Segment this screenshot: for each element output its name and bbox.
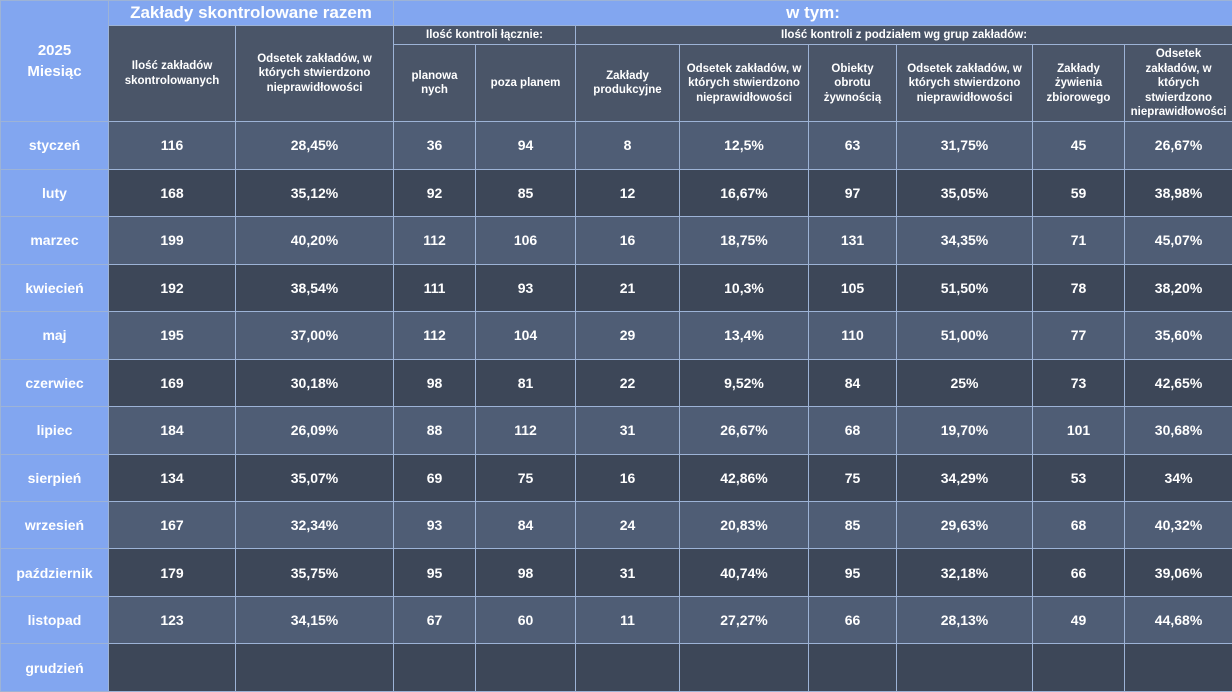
cell-count [109, 644, 236, 692]
cell-trade: 75 [809, 454, 897, 501]
cell-unplanned: 75 [476, 454, 576, 501]
cell-count: 169 [109, 359, 236, 406]
table-row [1, 312, 1232, 359]
col-header-trade: Obiekty obrotu żywnością [809, 45, 897, 122]
table-row [1, 454, 1232, 501]
cell-planned: 111 [394, 264, 476, 311]
col-header-controls-total: Ilość kontroli łącznie: [394, 26, 576, 45]
cell-unplanned [476, 644, 576, 692]
cell-production: 29 [576, 312, 680, 359]
col-header-percent: Odsetek zakładów, w których stwierdzono nieprawidłowości [236, 26, 394, 122]
cell-planned: 36 [394, 122, 476, 169]
cell-production-percent [680, 644, 809, 692]
cell-percent: 35,75% [236, 549, 394, 596]
cell-month: sierpień [1, 454, 109, 501]
cell-count: 184 [109, 407, 236, 454]
table-row [1, 217, 1232, 264]
cell-catering-percent: 42,65% [1125, 359, 1232, 406]
cell-production: 31 [576, 549, 680, 596]
col-header-production-percent: Odsetek zakładów, w których stwierdzono nieprawidłowości [680, 45, 809, 122]
cell-unplanned: 112 [476, 407, 576, 454]
col-header-catering: Zakłady żywienia zbiorowego [1033, 45, 1125, 122]
cell-unplanned: 104 [476, 312, 576, 359]
table-row [1, 407, 1232, 454]
cell-catering: 73 [1033, 359, 1125, 406]
cell-catering-percent: 34% [1125, 454, 1232, 501]
cell-trade: 110 [809, 312, 897, 359]
col-header-production: Zakłady produkcyjne [576, 45, 680, 122]
cell-production-percent: 27,27% [680, 596, 809, 643]
cell-count: 116 [109, 122, 236, 169]
table-row [1, 122, 1232, 169]
cell-trade-percent: 31,75% [897, 122, 1033, 169]
cell-month: maj [1, 312, 109, 359]
cell-production-percent: 42,86% [680, 454, 809, 501]
cell-planned: 112 [394, 312, 476, 359]
corner-year-month [1, 1, 109, 122]
col-header-trade-percent: Odsetek zakładów, w których stwierdzono nieprawidłowości [897, 45, 1033, 122]
cell-trade-percent: 28,13% [897, 596, 1033, 643]
cell-production: 22 [576, 359, 680, 406]
table-row [1, 596, 1232, 643]
cell-production [576, 644, 680, 692]
cell-production-percent: 10,3% [680, 264, 809, 311]
cell-production-percent: 16,67% [680, 169, 809, 216]
table-row [1, 359, 1232, 406]
cell-count: 195 [109, 312, 236, 359]
cell-planned: 67 [394, 596, 476, 643]
cell-month: wrzesień [1, 502, 109, 549]
table-row [1, 644, 1232, 692]
cell-trade-percent: 32,18% [897, 549, 1033, 596]
cell-planned: 69 [394, 454, 476, 501]
cell-month: kwiecień [1, 264, 109, 311]
cell-production: 8 [576, 122, 680, 169]
cell-production-percent: 12,5% [680, 122, 809, 169]
cell-trade: 84 [809, 359, 897, 406]
cell-trade-percent: 34,35% [897, 217, 1033, 264]
cell-unplanned: 93 [476, 264, 576, 311]
cell-catering: 59 [1033, 169, 1125, 216]
col-header-catering-percent: Odsetek zakładów, w których stwierdzono nieprawidłowości [1125, 45, 1232, 122]
header-row-1 [1, 1, 1232, 26]
cell-catering: 68 [1033, 502, 1125, 549]
cell-percent: 32,34% [236, 502, 394, 549]
cell-month: listopad [1, 596, 109, 643]
group-header-total: Zakłady skontrolowane razem [109, 1, 394, 26]
cell-production-percent: 40,74% [680, 549, 809, 596]
cell-production-percent: 18,75% [680, 217, 809, 264]
cell-count: 134 [109, 454, 236, 501]
cell-catering: 53 [1033, 454, 1125, 501]
cell-unplanned: 98 [476, 549, 576, 596]
cell-count: 123 [109, 596, 236, 643]
col-header-count: Ilość zakładów skontrolowanych [109, 26, 236, 122]
cell-production-percent: 9,52% [680, 359, 809, 406]
cell-production-percent: 26,67% [680, 407, 809, 454]
cell-production: 21 [576, 264, 680, 311]
cell-planned: 93 [394, 502, 476, 549]
cell-trade-percent: 34,29% [897, 454, 1033, 501]
cell-trade: 97 [809, 169, 897, 216]
cell-catering-percent: 38,20% [1125, 264, 1232, 311]
col-header-controls-by-group: Ilość kontroli z podziałem wg grup zakładów: [576, 26, 1232, 45]
cell-catering [1033, 644, 1125, 692]
cell-month: marzec [1, 217, 109, 264]
cell-month: styczeń [1, 122, 109, 169]
cell-trade-percent: 35,05% [897, 169, 1033, 216]
cell-unplanned: 94 [476, 122, 576, 169]
cell-trade-percent [897, 644, 1033, 692]
cell-trade-percent: 25% [897, 359, 1033, 406]
cell-percent: 37,00% [236, 312, 394, 359]
cell-percent: 30,18% [236, 359, 394, 406]
cell-production: 12 [576, 169, 680, 216]
cell-catering-percent [1125, 644, 1232, 692]
cell-count: 192 [109, 264, 236, 311]
cell-trade-percent: 51,50% [897, 264, 1033, 311]
table-row [1, 502, 1232, 549]
cell-percent: 28,45% [236, 122, 394, 169]
col-header-unplanned: poza planem [476, 45, 576, 122]
cell-month: lipiec [1, 407, 109, 454]
cell-planned [394, 644, 476, 692]
cell-catering: 77 [1033, 312, 1125, 359]
cell-percent: 35,12% [236, 169, 394, 216]
cell-catering-percent: 35,60% [1125, 312, 1232, 359]
cell-planned: 95 [394, 549, 476, 596]
cell-month: luty [1, 169, 109, 216]
cell-catering: 66 [1033, 549, 1125, 596]
cell-unplanned: 85 [476, 169, 576, 216]
cell-production: 16 [576, 217, 680, 264]
cell-production: 11 [576, 596, 680, 643]
corner-year: 2025 [37, 42, 72, 60]
cell-count: 167 [109, 502, 236, 549]
cell-trade [809, 644, 897, 692]
cell-catering-percent: 40,32% [1125, 502, 1232, 549]
table-row [1, 169, 1232, 216]
cell-percent: 34,15% [236, 596, 394, 643]
header-row-2 [1, 26, 1232, 45]
cell-catering-percent: 44,68% [1125, 596, 1232, 643]
cell-planned: 88 [394, 407, 476, 454]
cell-unplanned: 81 [476, 359, 576, 406]
cell-month: grudzień [1, 644, 109, 692]
cell-production: 31 [576, 407, 680, 454]
cell-month: październik [1, 549, 109, 596]
cell-trade-percent: 19,70% [897, 407, 1033, 454]
cell-trade: 105 [809, 264, 897, 311]
cell-catering: 101 [1033, 407, 1125, 454]
cell-catering: 49 [1033, 596, 1125, 643]
cell-production-percent: 13,4% [680, 312, 809, 359]
cell-catering: 45 [1033, 122, 1125, 169]
cell-percent: 38,54% [236, 264, 394, 311]
table-row [1, 264, 1232, 311]
cell-trade-percent: 51,00% [897, 312, 1033, 359]
cell-percent: 26,09% [236, 407, 394, 454]
cell-trade: 66 [809, 596, 897, 643]
cell-catering-percent: 45,07% [1125, 217, 1232, 264]
table-body [1, 122, 1232, 692]
cell-count: 168 [109, 169, 236, 216]
cell-trade: 63 [809, 122, 897, 169]
cell-trade: 85 [809, 502, 897, 549]
cell-unplanned: 84 [476, 502, 576, 549]
cell-catering-percent: 26,67% [1125, 122, 1232, 169]
cell-trade: 95 [809, 549, 897, 596]
cell-trade: 131 [809, 217, 897, 264]
cell-catering-percent: 30,68% [1125, 407, 1232, 454]
cell-unplanned: 106 [476, 217, 576, 264]
cell-planned: 98 [394, 359, 476, 406]
cell-count: 179 [109, 549, 236, 596]
cell-trade-percent: 29,63% [897, 502, 1033, 549]
cell-trade: 68 [809, 407, 897, 454]
cell-planned: 112 [394, 217, 476, 264]
cell-count: 199 [109, 217, 236, 264]
cell-percent [236, 644, 394, 692]
cell-catering: 71 [1033, 217, 1125, 264]
cell-production-percent: 20,83% [680, 502, 809, 549]
cell-production: 16 [576, 454, 680, 501]
group-header-within: w tym: [394, 1, 1232, 26]
table-row [1, 549, 1232, 596]
cell-percent: 40,20% [236, 217, 394, 264]
cell-unplanned: 60 [476, 596, 576, 643]
cell-catering: 78 [1033, 264, 1125, 311]
cell-catering-percent: 38,98% [1125, 169, 1232, 216]
col-header-planned: planowa nych [394, 45, 476, 122]
cell-percent: 35,07% [236, 454, 394, 501]
cell-catering-percent: 39,06% [1125, 549, 1232, 596]
cell-month: czerwiec [1, 359, 109, 406]
corner-month: Miesiąc [27, 63, 82, 81]
cell-production: 24 [576, 502, 680, 549]
cell-planned: 92 [394, 169, 476, 216]
